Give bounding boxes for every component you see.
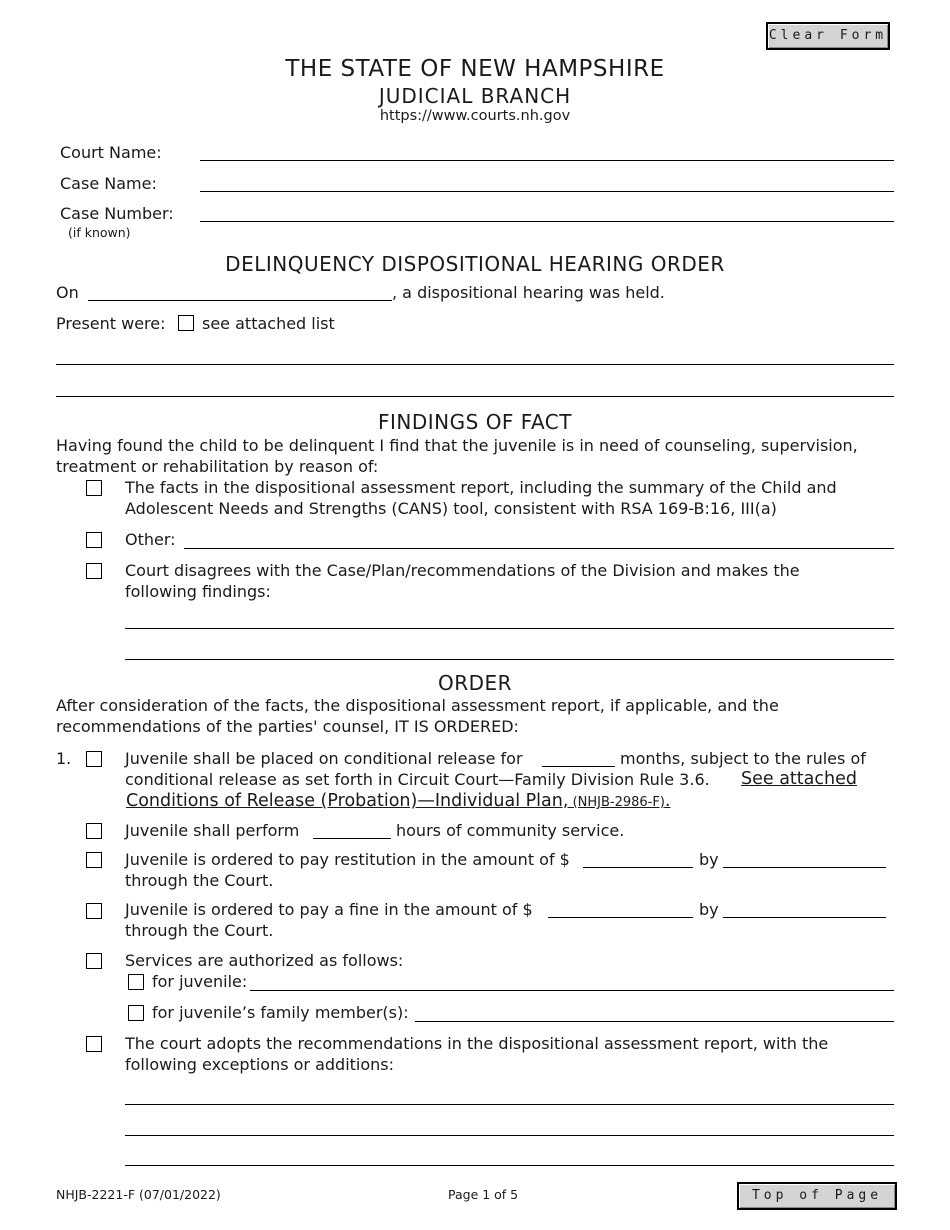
conditional-release-text-1: Juvenile shall be placed on conditional release for (125, 749, 523, 768)
adopt-line-2[interactable] (125, 1135, 894, 1136)
attached-list-label: see attached list (202, 314, 335, 333)
present-line-1[interactable] (56, 364, 894, 365)
findings-report-text-2: Adolescent Needs and Strengths (CANS) tool, consistent with RSA 169-B:16, III(a) (125, 499, 777, 518)
order-heading: ORDER (437, 671, 513, 695)
service-hours-field[interactable] (313, 838, 391, 839)
fine-date-field[interactable] (723, 917, 886, 918)
case-name-field[interactable] (200, 191, 894, 192)
hearing-held-text: , a dispositional hearing was held. (392, 283, 665, 302)
services-family-label: for juvenile’s family member(s): (152, 1003, 409, 1022)
community-service-text-2: hours of community service. (396, 821, 625, 840)
fine-by-label: by (699, 900, 719, 919)
adopt-line-1[interactable] (125, 1104, 894, 1105)
attached-list-checkbox[interactable] (178, 315, 194, 331)
findings-disagree-text-2: following findings: (125, 582, 271, 601)
restitution-by-label: by (699, 850, 719, 869)
services-juvenile-checkbox[interactable] (128, 974, 144, 990)
order-intro-1: After consideration of the facts, the dispositional assessment report, if applicable, and the (56, 696, 779, 715)
fine-checkbox[interactable] (86, 903, 102, 919)
hearing-on-label: On (56, 283, 79, 302)
court-url: https://www.courts.nh.gov (379, 108, 571, 124)
services-family-field[interactable] (415, 1021, 894, 1022)
conditional-release-text-3: conditional release as set forth in Circuit Court—Family Division Rule 3.6. (125, 770, 710, 789)
fine-amount-field[interactable] (548, 917, 693, 918)
form-id: NHJB-2221-F (07/01/2022) (56, 1187, 221, 1202)
adopt-text-1: The court adopts the recommendations in the dispositional assessment report, with the (125, 1034, 829, 1053)
adopt-recommendations-checkbox[interactable] (86, 1036, 102, 1052)
restitution-amount-field[interactable] (583, 867, 693, 868)
findings-other-label: Other: (125, 530, 176, 549)
findings-other-field[interactable] (184, 548, 894, 549)
findings-disagree-text-1: Court disagrees with the Case/Plan/recommendations of the Division and makes the (125, 561, 800, 580)
findings-intro-2: treatment or rehabilitation by reason of: (56, 457, 379, 476)
services-family-checkbox[interactable] (128, 1005, 144, 1021)
fine-text-2: through the Court. (125, 921, 274, 940)
branch-title: JUDICIAL BRANCH (378, 84, 572, 108)
fine-text-1: Juvenile is ordered to pay a fine in the amount of $ (125, 900, 533, 919)
findings-disagree-checkbox[interactable] (86, 563, 102, 579)
findings-other-checkbox[interactable] (86, 532, 102, 548)
conditions-link-text[interactable]: Conditions of Release (Probation)—Individual Plan, (126, 791, 569, 811)
findings-line-1[interactable] (125, 628, 894, 629)
findings-line-2[interactable] (125, 659, 894, 660)
restitution-text-2: through the Court. (125, 871, 274, 890)
page-number: Page 1 of 5 (448, 1187, 519, 1202)
order-title: DELINQUENCY DISPOSITIONAL HEARING ORDER (225, 252, 725, 276)
services-checkbox[interactable] (86, 953, 102, 969)
if-known-note: (if known) (68, 225, 131, 240)
findings-heading: FINDINGS OF FACT (378, 410, 572, 434)
present-line-2[interactable] (56, 396, 894, 397)
conditions-link[interactable] (126, 791, 670, 813)
community-service-checkbox[interactable] (86, 823, 102, 839)
case-name-label: Case Name: (60, 174, 157, 193)
restitution-date-field[interactable] (723, 867, 886, 868)
services-label: Services are authorized as follows: (125, 951, 404, 970)
conditional-release-text-2: months, subject to the rules of (620, 749, 866, 768)
adopt-text-2: following exceptions or additions: (125, 1055, 395, 1074)
findings-report-text-1: The facts in the dispositional assessment report, including the summary of the Child and (125, 478, 837, 497)
release-months-field[interactable] (542, 766, 615, 767)
services-juvenile-field[interactable] (250, 990, 894, 991)
services-juvenile-label: for juvenile: (152, 972, 248, 991)
community-service-text-1: Juvenile shall perform (125, 821, 300, 840)
order-intro-2: recommendations of the parties' counsel, IT IS ORDERED: (56, 717, 519, 736)
see-attached-link[interactable]: See attached (741, 769, 857, 789)
restitution-checkbox[interactable] (86, 852, 102, 868)
conditional-release-checkbox[interactable] (86, 751, 102, 767)
restitution-text-1: Juvenile is ordered to pay restitution in the amount of $ (125, 850, 570, 869)
present-label: Present were: (56, 314, 166, 333)
order-item-number: 1. (56, 749, 72, 768)
court-name-field[interactable] (200, 160, 894, 161)
top-of-page-button[interactable]: Top of Page (737, 1182, 897, 1210)
clear-form-button[interactable]: Clear Form (766, 22, 890, 50)
adopt-line-3[interactable] (125, 1165, 894, 1166)
hearing-date-field[interactable] (88, 300, 392, 301)
case-number-field[interactable] (200, 221, 894, 222)
case-number-label: Case Number: (60, 204, 174, 223)
court-name-label: Court Name: (60, 143, 162, 162)
findings-intro-1: Having found the child to be delinquent I find that the juvenile is in need of counseling, supervision, (56, 436, 858, 455)
conditions-form-id[interactable]: (NHJB-2986-F) (572, 795, 665, 810)
state-title: THE STATE OF NEW HAMPSHIRE (285, 56, 665, 82)
findings-report-checkbox[interactable] (86, 480, 102, 496)
conditions-link-period[interactable]: . (664, 791, 671, 811)
